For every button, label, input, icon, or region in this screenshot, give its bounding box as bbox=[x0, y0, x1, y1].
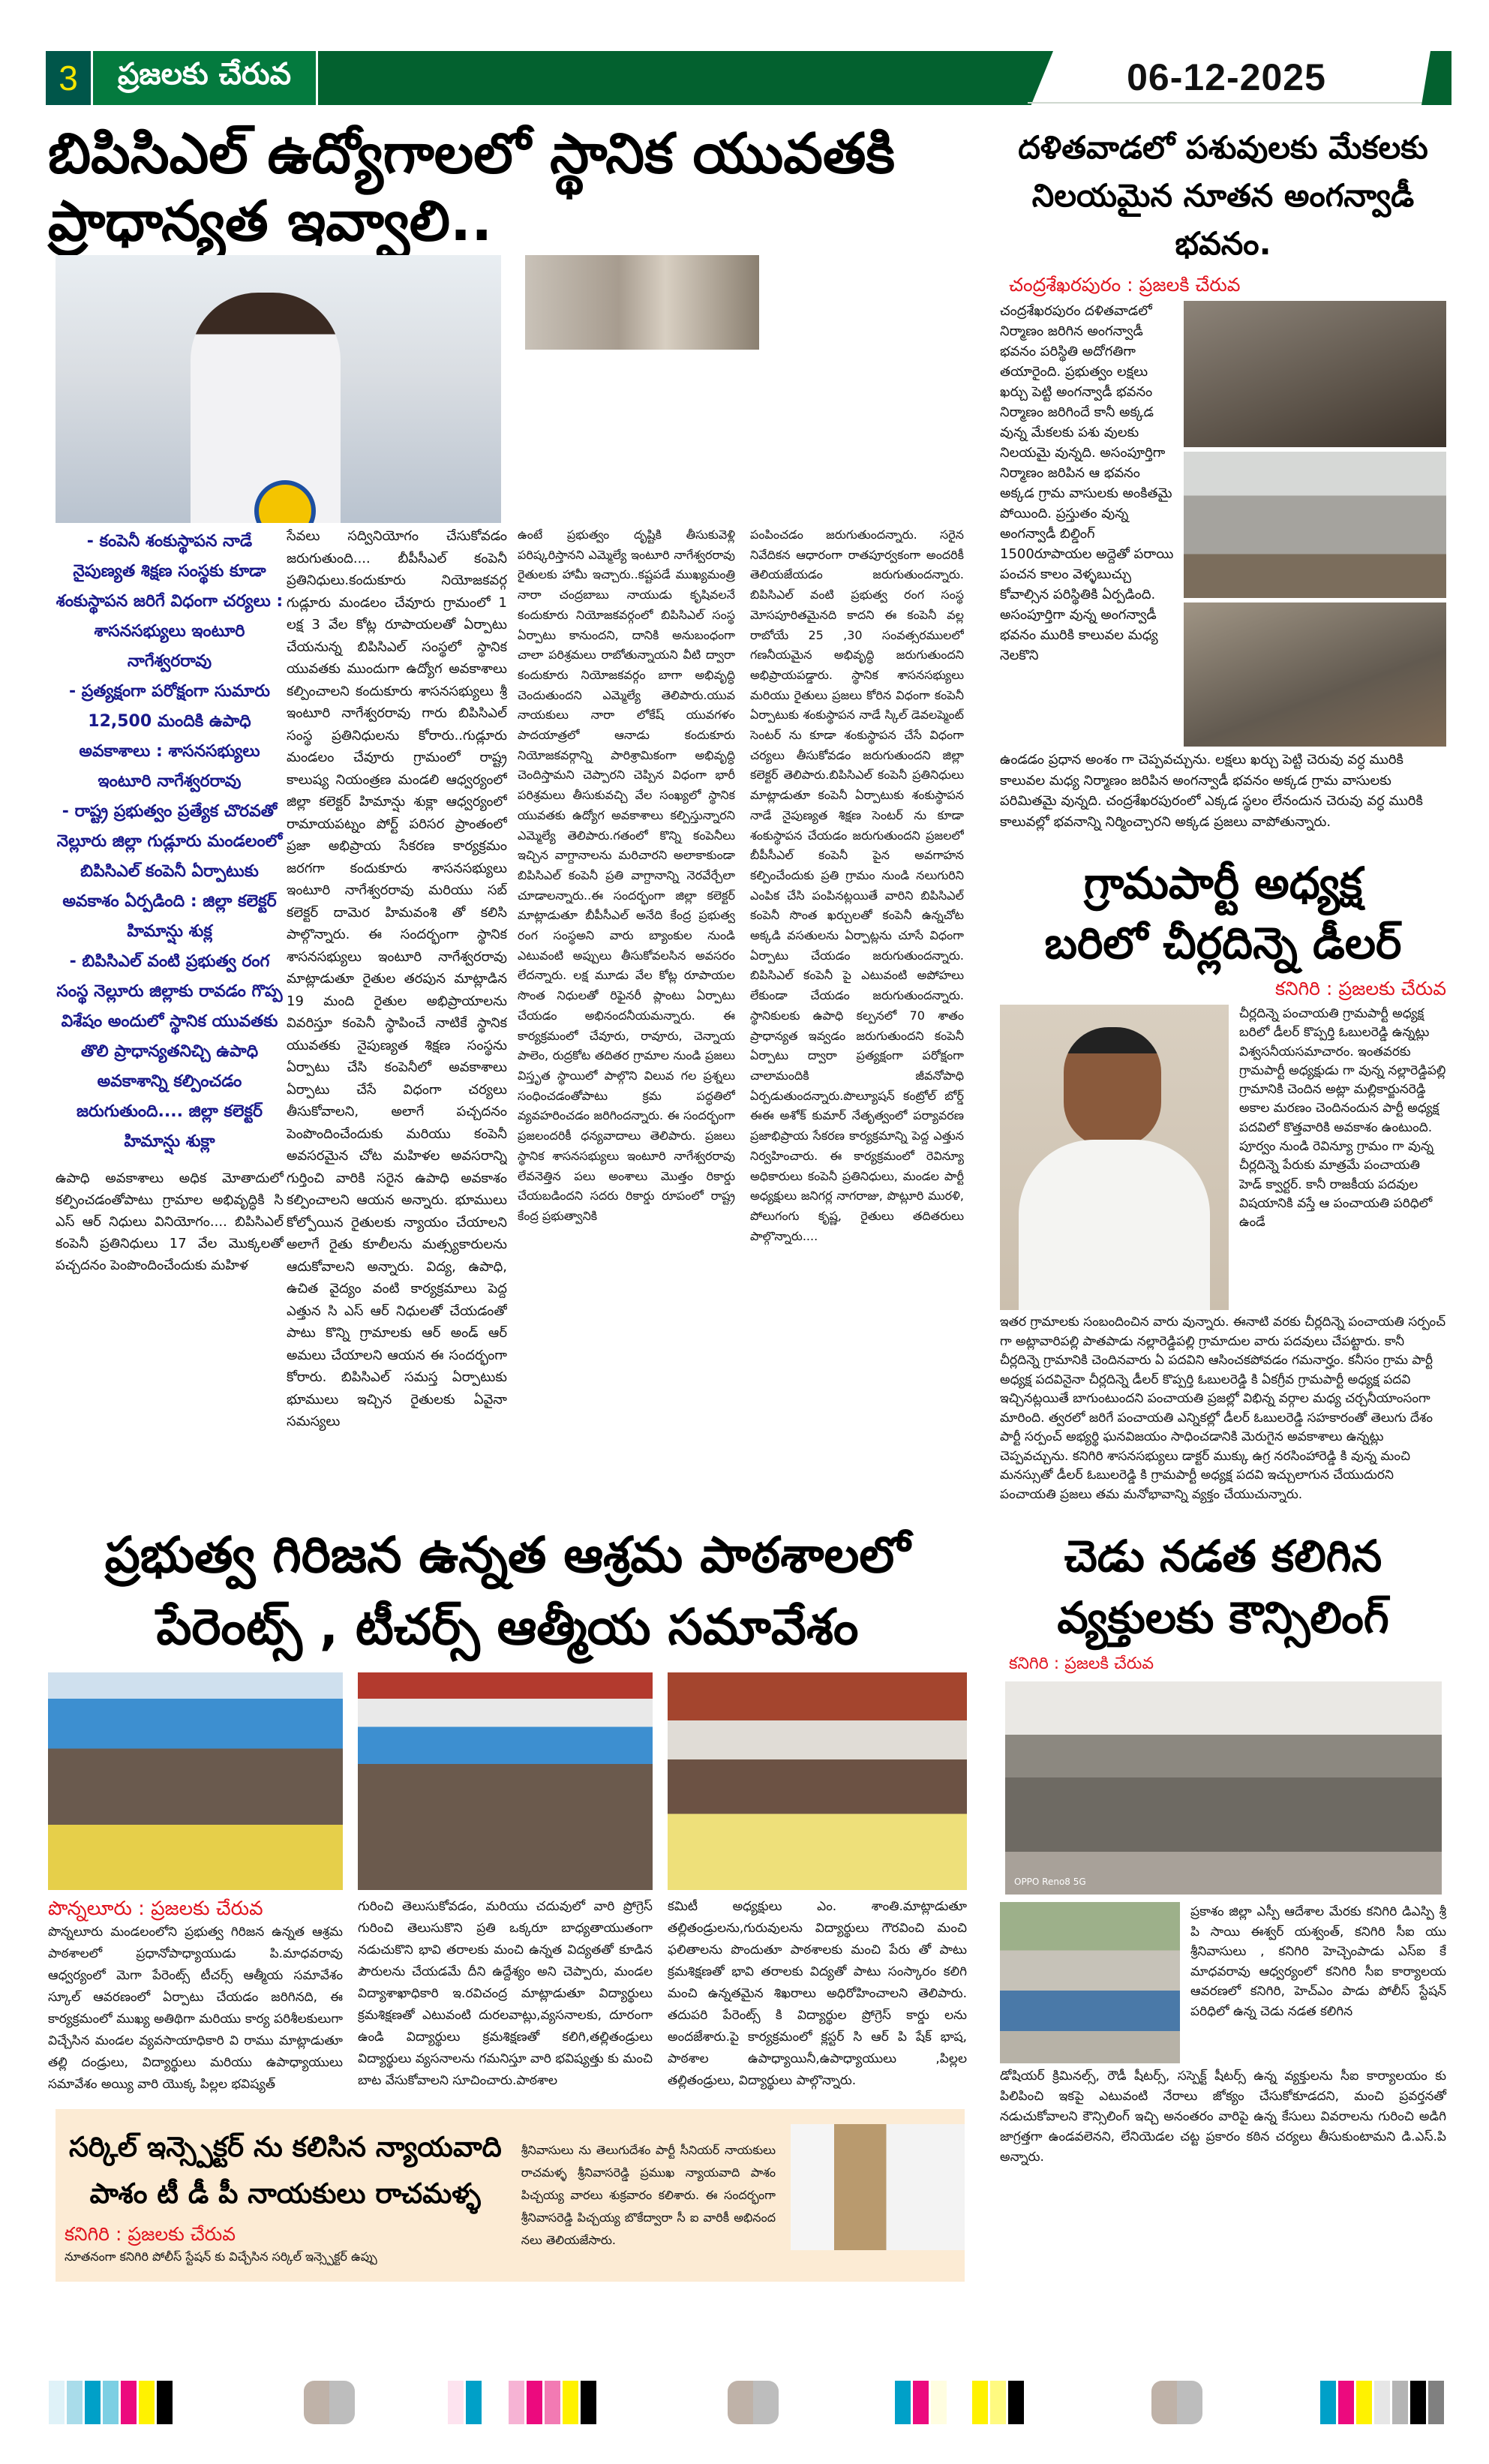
circle-headline bbox=[65, 2124, 506, 2217]
anganwadi-article bbox=[1000, 124, 1446, 832]
print-color-bar bbox=[49, 2381, 173, 2424]
school-photos bbox=[48, 1672, 967, 1890]
print-color-bar bbox=[448, 2381, 596, 2424]
page-number: 3 bbox=[46, 51, 91, 105]
dealer-body-2: ఇతర గ్రామాలకు సంబందించిన వారు వున్నారు. ఈనాటి వరకు చీర్లదిన్నె పంచాయతి సర్పంచ్ గా అట్లావారిపల్లి పాతపాడు నల్లారెడ్డిపల్లి గ్రామాదుల వారు పదవులు చేపట్టారు. కానీ చీర్లదిన్నె గ్రామానికి చెందినవారు ఏ పదవిని ఆసించకపోవడం గమనార్హం. కనీసం గ్రామ పార్టీ అధ్యక్ష పదవినైనా చీర్లదిన్నె డీలర్ కొప్పర్తి ఓబులరెడ్డి కి ఏకగ్రీవ గ్రామపార్టీ అధ్యక్ష పదవి ఇచ్చినట్లయితే బాగుంటుందని పంచాయతి ప్రజల్లో విభిన్న వర్గాల మధ్య చర్చనీయాంసంగా మారింది. త్వరలో జరిగే పంచాయతి ఎన్నికల్లో డీలర్ ఓబులరెడ్డి సహకారంతో తెలుగు దేశం పార్టీ సర్పంచ్ అభ్యర్థి ఘనవిజయం సాధించడానికి మెరుగైన అవకాశాలు ఉన్నట్లు చెప్పవచ్చును. కనిగిరి శాసనసభ్యులు డాక్టర్ ముక్కు ఉగ్ర నరసింహారెడ్డి కి వున్న మంచి మనస్సుతో డీలర్ ఓబులరెడ్డి కి గ్రామపార్టీ అధ్యక్ష పదవి ఇచ్చులాగున చేయుదురని పంచాయతి ప్రజలు తమ మనోభావాన్ని వ్యక్తం చేయుచున్నారు. bbox=[1000, 1315, 1446, 1502]
counselling-photo-2 bbox=[1000, 1902, 1180, 2063]
counselling-body-1: ప్రకాశం జిల్లా ఎస్పీ ఆదేశాల మేరకు కనిగిరి డిఎస్పి శ్రీ పి సాయి ఈశ్వర్ యశ్వంత్, కనిగిరి సీఐ యు శ్రీనివాసులు , కనిగిరి హెచ్చెంపాడు ఎస్ఐ కే మాధవరావు ఆధ్వర్యంలో కనిగిరి సీఐ కార్యాలయ ఆవరణలో కనిగిరి, హెచ్ఎం పాడు పోలీస్ స్టేషన్ పరిధిలో ఉన్న చెడు నడత కలిగిన bbox=[1190, 1904, 1446, 2019]
school-headline bbox=[48, 1519, 967, 1663]
circle-body-2: శ్రీనివాసులు ను తెలుగుదేశం పార్టీ సీనియర్ నాయకులు రాచమళ్ళ శ్రీనివాసరెడ్డి ప్రముఖ న్యాయవాది పాశం పిచ్చయ్య వారలు శుక్రవారం కలిశారు. ఈ సందర్భంగా శ్రీనివాసరెడ్డి పిచ్చయ్య బొకేద్వారా సీ ఐ వారికీ అభినంద నలు తెలియజేసారు. bbox=[521, 2143, 776, 2247]
dealer-headline-line: బరిలో చీర్లదిన్నె డీలర్ bbox=[1044, 918, 1402, 969]
school-body-col3: కమిటీ అధ్యక్షులు ఎం. శాంతి.మాట్లాడుతూ తల్లితండ్రులను,గురువులను విద్యార్థులు గౌరవించి మంచి ఫలితాలను పొందుతూ పాఠశాలకు మంచి పేరు తో పాటు క్రమశిక్షణతో భావి తరాలకు విద్యతో పాటు సంస్కారం కలిగి మంచి ఉన్నతమైన శిఖరాలు అధిరోహించాలని తెలిపారు. తదుపరి పేరెంట్స్ కి విద్యార్థుల ప్రోగ్రెస్ కార్డు లను అందజేశారు.పై కార్యక్రమంలో క్లస్టర్ సి ఆర్ పి షేక్ భాష, పాఠశాల ఉపాధ్యాయినీ,ఉపాధ్యాయులు ,పిల్లల తల్లితండ్రులు, విద్యార్థులు పాల్గొన్నారు. bbox=[668, 1899, 967, 2088]
bpcl-subheads bbox=[56, 527, 284, 1157]
bpcl-body-col4: పంపించడం జరుగుతుందన్నారు. సరైన నివేదికన ఆధారంగా రాతపూర్వకంగా అందరికీ తెలియజేయడం జరుగుతుందన్నారు. బిపిసిఎల్ వంటి ప్రభుత్వ రంగ సంస్థ మోసపూరితమైనది కాదని ఈ కంపెనీ వల్ల రాబోయే 25 ,30 సంవత్సరములలో గణనీయమైన అభివృద్ధి జరుగుతుందని అభిప్రాయపడ్డారు. స్థానిక శాసనసభ్యులు మరియు రైతులు ప్రజలు కోరిన విధంగా కంపెనీ ఏర్పాటుకు శంకుస్థాపన నాడే స్కిల్ డెవలప్మెంట్ సెంటర్ ను కూడా శంకుస్థాపన చేసే విధంగా చర్యలు తీసుకోవడం జరుగుతుందని జిల్లా కలెక్టర్ తెలిపారు.బిపిసిఎల్ కంపెనీ ప్రతినిధులు మాట్లాడుతూ కంపెనీ ఏర్పాటుకు శంకుస్థాపన నాడే నైపుణ్యత శిక్షణ సెంటర్ ను కూడా శంకుస్థాపన చేయడం జరుగుతుందని ప్రజలలో బీపీసీఎల్ కంపెనీ పైన అవగాహన కల్పించేందుకు ప్రతి గ్రామం నుండి నలుగురిని ఎంపిక చేసి పంపినట్లయితే వారిని బిపిసిఎల్ కంపెనీ సొంత ఖర్చులతో కంపెనీ ఉన్నచోట అక్కడి వసతులను ఏర్పాట్లను చూసే విధంగా ఏర్పాటు చేయడం జరుగుతుందన్నారు. బిపిసిఎల్ కంపెనీ పై ఎటువంటి అపోహలు లేకుండా చేయడం జరుగుతుందన్నారు. స్థానికులకు ఉపాధి కల్పనలో 70 శాతం ప్రాధాన్యత ఇవ్వడం జరుగుతుందని కంపెనీ ఏర్పాటు ద్వారా ప్రత్యక్షంగా పరోక్షంగా చాలామందికి జీవనోపాధి ఏర్పడుతుందన్నారు.పొల్యూషన్ కంట్రోల్ బోర్డ్ ఈఈ అశోక్ కుమార్ నేతృత్వంలో పర్యావరణ ప్రజాభిప్రాయ సేకరణ కార్యక్రమాన్ని పెద్ద ఎత్తున నిర్వహించారు. ఈ కార్యక్రమంలో రెవిన్యూ అధికారులు కంపెనీ ప్రతినిధులు, మండల పార్టీ అధ్యక్షులు జనిగర్ల నాగరాజు, పొట్లూరి మురళి, పోలుగంగు కృష్ణ, రైతులు తదితరులు పాల్గొన్నారు.... bbox=[750, 527, 964, 1243]
circle-dateline: కనిగిరి : ప్రజలకు చేరువ bbox=[65, 2223, 236, 2245]
school-photo-1 bbox=[48, 1672, 343, 1890]
bpcl-subhead: - ప్రత్యక్షంగా పరోక్షంగా సుమారు 12,500 మందికి ఉపాధి అవకాశాలు : శాసనసభ్యులు ఇంటూరి నాగేశ్వరరావు bbox=[69, 682, 270, 791]
anganwadi-photo-room bbox=[1184, 602, 1446, 747]
counselling-photo-1 bbox=[1005, 1681, 1442, 1895]
anganwadi-dateline: చంద్రశేఖరపురం : ప్రజలకి చేరువ bbox=[1009, 274, 1241, 296]
anganwadi-photo-interior bbox=[1184, 301, 1446, 447]
bpcl-photo-speaker bbox=[56, 255, 501, 523]
lower-left-flow bbox=[48, 1519, 967, 2282]
header-end-stripe bbox=[1421, 51, 1451, 105]
counselling-headline-line: వ్యక్తులకు కౌన్సిలింగ్ bbox=[1057, 1592, 1389, 1643]
anganwadi-photos bbox=[1184, 301, 1446, 747]
print-color-bar bbox=[895, 2381, 1024, 2424]
school-photo-3 bbox=[668, 1672, 967, 1890]
masthead-brand: ప్రజలకు చేరువ bbox=[93, 51, 316, 105]
bpcl-subhead: - రాష్ట్ర ప్రభుత్వం ప్రత్యేక చొరవతో నెల్లూరు జిల్లా గుడ్లూరు మండలంలో బిపిసిఎల్ కంపెనీ ఏర్పాటుకు అవకాశం ఏర్పడింది : జిల్లా కలెక్టర్ హిమాన్షు శుక్ల bbox=[56, 802, 283, 941]
counselling-body-2: డోషియర్ క్రిమినల్స్, రౌడీ షీటర్స్, సస్పెక్ట్ షీటర్స్ ఉన్న వ్యక్తులను సీఐ కార్యాలయం కు పిలిపించి ఇకపై ఎటువంటి నేరాలు జోక్యం చేసుకోకూడదని, మంచి ప్రవర్తనతో నడుచుకోవాలని కౌన్సిలింగ్ ఇచ్చి అనంతరం వారిపై ఉన్న కేసులు వివరాలను గురించి అడిగి జాగ్రత్తగా ఉండవలెనని, లేనియెడల చట్ట ప్రకారం కఠిన చర్యలు తీసుకుంటామని డి.ఎస్.పి అన్నారు. bbox=[1000, 2069, 1446, 2165]
anganwadi-headline bbox=[1000, 124, 1446, 268]
dealer-body-1: చీర్లదిన్నె పంచాయతి గ్రామపార్టీ అధ్యక్ష బరిలో డీలర్ కొప్పర్తి ఓబులరెడ్డి ఉన్నట్లు విశ్వసనీయసమాచారం. ఇంతవరకు గ్రామపార్టీ అధ్యక్షుడు గా వున్న నల్లారెడ్డిపల్లి గ్రామానికి చెందిన అట్లా మల్లికార్జునరెడ్డి అకాల మరణం చెందినందున పార్టీ అధ్యక్ష పదవిలో కొత్తవారికి అవకాశం ఉంటుంది. పూర్వం నుండి రెవిన్యూ గ్రామం గా వున్న చీర్లదిన్నె పేరుకు మాత్రమే పంచాయతి హెడ్ క్వార్టర్. కానీ రాజకీయ పదవుల విషయానికి వస్తే ఆ పంచాయతి పరిధిలో ఉండే bbox=[1239, 1006, 1446, 1230]
bpcl-subhead: - బిపిసిఎల్ వంటి ప్రభుత్వ రంగ సంస్థ నెల్లూరు జిల్లాకు రావడం గొప్ప విశేషం అందులో స్థానిక యువతకు తొలి ప్రాధాన్యతనిచ్చి ఉపాధి అవకాశాన్ని కల్పించడం జరుగుతుంది.... జిల్లా కలెక్టర్ హిమాన్షు శుక్లా bbox=[56, 952, 283, 1151]
circle-left bbox=[56, 2124, 506, 2267]
circle-body-1: నూతనంగా కనిగిరి పోలీస్ స్టేషన్ కు విచ్చేసిన సర్కిల్ ఇన్స్పెక్టర్ ఉప్పు bbox=[65, 2249, 377, 2264]
counselling-photo-caption: OPPO Reno8 5G bbox=[1014, 1877, 1086, 1887]
anganwadi-photo-building bbox=[1184, 452, 1446, 598]
dealer-article bbox=[1000, 853, 1446, 1504]
circle-headline-line: సర్కిల్ ఇన్స్పెక్టర్ ను కలిసిన న్యాయవాది bbox=[68, 2131, 502, 2163]
dealer-headline bbox=[1000, 853, 1446, 973]
print-registration-mark bbox=[728, 2381, 779, 2424]
counselling-dateline: కనిగిరి : ప్రజలకి చేరువ bbox=[1009, 1654, 1154, 1673]
bpcl-body-col1: ఉపాధి అవకాశాలు అధిక మోతాదులో కల్పించడంతోపాటు గ్రామాల అభివృద్ధికి సి ఎస్ ఆర్ నిధులు వినియోగం.... బిపిసిఎల్ కంపెనీ ప్రతినిధులు 17 వేల మొక్కలతో పచ్చదనం పెంపొందించేందుకు మహిళ bbox=[56, 1170, 284, 1273]
bpcl-headline: బిపిసిఎల్ ఉద్యోగాలలో స్థానిక యువతకి ప్రాధాన్యత ఇవ్వాలి.. bbox=[48, 122, 896, 254]
bpcl-subhead: - కంపెనీ శంకుస్థాపన నాడే నైపుణ్యత శిక్షణ సంస్థకు కూడా శంకుస్థాపన జరిగే విధంగా చర్యలు : శాసనసభ్యులు ఇంటూరి నాగేశ్వరరావు bbox=[56, 532, 284, 671]
counselling-article bbox=[1000, 1525, 1446, 2168]
school-headline-line: పేరెంట్స్ , టీచర్స్ ఆత్మీయ సమావేశం bbox=[156, 1598, 859, 1656]
dealer-headline-line: గ్రామపార్టీ అధ్యక్ష bbox=[1083, 858, 1363, 909]
circle-inspector-box bbox=[56, 2109, 965, 2282]
dealer-portrait bbox=[1000, 1005, 1229, 1310]
anganwadi-headline-line: దళితవాడలో పశువులకు మేకలకు bbox=[1018, 129, 1428, 166]
school-body-col1: పొన్నలూరు మండలంలోని ప్రభుత్వ గిరిజన ఉన్నత ఆశ్రమ పాఠశాలలో ప్రధానోపాధ్యాయుడు పి.మాధవరావు ఆధ్వర్యంలో మెగా పేరెంట్స్ టీచర్స్ ఆత్మీయ సమావేశం స్కూల్ ఆవరణంలో ఏర్పాటు చేయడం జరిగినది, ఈ కార్యక్రమంలో ముఖ్య అతిథిగా మరియు కార్య పరిశీలకులుగా విచ్చేసిన మండల వ్యవసాయాధికారి వి రాము మాట్లాడుతూ తల్లి దండ్రులు, విద్యార్థులు మరియు ఉపాధ్యాయులు సమావేశం అయ్యి వారి యొక్క పిల్లల భవిష్యత్ bbox=[48, 1925, 343, 2092]
issue-date: 06-12-2025 bbox=[1028, 53, 1425, 104]
school-headline-line: ప్రభుత్వ గిరిజన ఉన్నత ఆశ్రమ పాఠశాలలో bbox=[104, 1526, 911, 1584]
school-body bbox=[48, 1896, 967, 2096]
dealer-dateline: కనిగిరి : ప్రజలకు చేరువ bbox=[1275, 978, 1446, 999]
school-dateline: పొన్నలూరు : ప్రజలకు చేరువ bbox=[48, 1898, 263, 1920]
print-color-bar bbox=[1320, 2381, 1444, 2424]
counselling-headline-line: చెడు నడత కలిగిన bbox=[1064, 1531, 1382, 1582]
bpcl-left-column bbox=[56, 527, 284, 1495]
counselling-headline bbox=[1000, 1525, 1446, 1648]
school-body-col2: గురించి తెలుసుకోవడం, మరియు చదువులో వారి ప్రోగ్రెస్ గురించి తెలుసుకొని ప్రతి ఒక్కరూ బాధ్యతాయుతంగా నడుచుకొని భావి తరాలకు మంచి ఉన్నత విద్యతతో కూడిన పౌరులను చేయడమే దీని ఉద్దేశ్యం అని చెప్పారు, మండల విద్యాశాఖాధికారి ఇ.రవిచంద్ర మాట్లాడుతూ విద్యార్థులు క్రమశిక్షణతో ఎటువంటి దురలవాట్లు,వ్యసనాలకు, దూరంగా ఉండి విద్యార్థులు క్రమశిక్షణతో కలిగి,తల్లితండ్రులు విద్యార్థులు వ్యసనాలను గమనిస్తూ వారి భవిష్యత్తు కు మంచి బాట వేసుకోవాలని సూచించారు.పాఠశాల bbox=[358, 1899, 653, 2088]
header-bar bbox=[318, 51, 1053, 105]
circle-headline-line: పాశం టీ డీ పీ నాయకులు రాచమళ్ళ bbox=[89, 2177, 482, 2210]
circle-photo bbox=[791, 2124, 965, 2250]
bpcl-body-col2: సేవలు సద్వినియోగం చేసుకోవడం జరుగుతుంది.... బీపీసీఎల్ కంపెనీ ప్రతినిధులు.కందుకూరు నియోజకవర్గ గుడ్లూరు మండలం చేవూరు గ్రామంలో 1 లక్ష 3 వేల కోట్ల రూపాయలతో ఏర్పాటు చేయనున్న బిపిసిఎల్ సంస్థలో స్థానిక యువతకు ముందుగా ఉద్యోగ అవకాశాలు కల్పించాలని కందుకూరు శాసనసభ్యులు శ్రీ ఇంటూరి నాగేశ్వరరావు గారు బిపిసిఎల్ సంస్థ ప్రతినిధులను కోరారు..గుడ్లూరు మండలం చేవూరు గ్రామంలో రాష్ట్ర కాలుష్య నియంత్రణ మండలి ఆధ్వర్యంలో జిల్లా కలెక్టర్ హిమాన్షు శుక్లా ఆధ్వర్యంలో రామాయపట్నం పోర్ట్ పరిసర ప్రాంతంలో ప్రజా అభిప్రాయ సేకరణ కార్యక్రమం జరగగా కందుకూరు శాసనసభ్యులు ఇంటూరి నాగేశ్వరరావు మరియు సబ్ కలెక్టర్ దామెర హిమవంశి తో కలిసి పాల్గొన్నారు. ఈ సందర్భంగా స్థానిక శాసనసభ్యులు ఇంటూరి నాగేశ్వరరావు మాట్లాడుతూ రైతుల తరపున మాట్లాడిన 19 మంది రైతుల అభిప్రాయాలను వివరిస్తూ కంపెనీ స్థాపించే నాటికే స్థానిక యువతకు నైపుణ్యత శిక్షణ సంస్థను ఏర్పాటు చేసి కంపెనీలో అవకాశాలు ఏర్పాటు చేసే విధంగా చర్యలు తీసుకోవాలని, అలాగే పచ్చదనం పెంపొందించేందుకు మరియు కంపెనీ అవసరమైన చోట మహిళల అవసరాన్ని గుర్తించి వారికి సరైన ఉపాధి అవకాశం కల్పించాలని ఆయన అన్నారు. భూములు కోల్పోయిన రైతులకు న్యాయం చేయాలని అలాగే రైతు కూలీలను మత్స్యకారులను ఆదుకోవాలని అన్నారు. విద్య, ఉపాధి, ఉచిత వైద్యం వంటి కార్యక్రమాలు పెద్ద ఎత్తున సి ఎస్ ఆర్ నిధులతో చేయడంతో పాటు కొన్ని గ్రామాలకు ఆర్ అండ్ ఆర్ అమలు చేయాలని ఆయన ఈ సందర్భంగా కోరారు. బిపిసిఎల్ సమస్త ఏర్పాటుకు భూములు ఇచ్చిన రైతులకు ఏవైనా సమస్యలు bbox=[287, 528, 507, 1429]
bpcl-photo-officials bbox=[525, 255, 759, 350]
anganwadi-headline-line: నిలయమైన నూతన అంగన్వాడీ భవనం. bbox=[1031, 177, 1415, 262]
right-column-flow bbox=[1000, 124, 1446, 2189]
anganwadi-body-1: చంద్రశేఖరపురం దళితవాడలో నిర్మాణం జరిగిన అంగన్వాడీ భవనం పరిస్థితి అదోగతిగా తయారైంది. ప్రభుత్వం లక్షలు ఖర్చు పెట్టి అంగన్వాడీ భవనం నిర్మాణం జరిగిందే కానీ అక్కడ వున్న మేకలకు పశు వులకు నిలయమై వున్నది. అసంపూర్తిగా నిర్మాణం జరిపిన ఆ భవనం అక్కడ గ్రామ వాసులకు అంకితమై పోయింది. ప్రస్తుతం వున్న అంగన్వాడీ బిల్డింగ్ 1500రూపాయల అద్దెతో పరాయి పంచన కాలం వెళ్ళబుచ్చు కోవాల్సిన పరిస్థితికి ఏర్పడింది. అసంపూర్తిగా వున్న అంగన్వాడీ భవనం మురికి కాలువల మధ్య నెలకొని bbox=[1000, 303, 1174, 663]
print-registration-mark bbox=[1151, 2381, 1202, 2424]
bpcl-body-col3: ఉంటే ప్రభుత్వం దృష్టికి తీసుకువెళ్లి పరిష్కరిస్తానని ఎమ్మెల్యే ఇంటూరి నాగేశ్వరరావు రైతులకు హామీ ఇచ్చారు..కష్టపడే ముఖ్యమంత్రి నారా చంద్రబాబు నాయుడు కృషివలనే కందుకూరు నియోజకవర్గంలో బిపిసిఎల్ సంస్థ ఏర్పాటు కానుందని, దానికి అనుబంధంగా చాలా పరిశ్రమలు రాబోతున్నాయని వీటి ద్వారా కందుకూరు నియోజకవర్గం బాగా అభివృద్ధి చెందుతుందని ఎమ్మెల్యే తెలిపారు.యువ నాయకులు నారా లోకేష్ యువగళం పాదయాత్రలో ఆనాడు కందుకూరు నియోజకవర్గాన్ని పారిశ్రామికంగా అభివృద్ధి చెందిస్తామని చెప్పారని చెప్పిన విధంగా భారీ పరిశ్రమలు తీసుకువచ్చి వేల సంఖ్యలో స్థానిక యువతకు ఉద్యోగ అవకాశాలు కల్పిస్తున్నారని ఎమ్మెల్యే తెలిపారు.గతంలో కొన్ని కంపెనీలు ఇచ్చిన వాగ్దానాలను మరిచారని అలాకాకుండా బిపిసిఎల్ కంపెనీ ప్రతి వాగ్దానాన్ని నెరవేర్చేలా చూడాలన్నారు..ఈ సందర్భంగా జిల్లా కలెక్టర్ మాట్లాడుతూ బీపీసీఎల్ అనేది కేంద్ర ప్రభుత్వ రంగ సంస్థఅని వారు బ్యాంకుల నుండి ఎటువంటి అప్పులు తీసుకోవలసిన అవసరం లేదన్నారు. లక్ష మూడు వేల కోట్ల రూపాయల సొంత నిధులతో రిఫైనరీ ప్లాంటు ఏర్పాటు చేయడం అభినందనీయమన్నారు. ఈ కార్యక్రమంలో చేవూరు, రావూరు, చెన్నాయ పాలెం, రుద్రకోట తదితర గ్రామాల నుండి ప్రజలు విస్తృత స్థాయిలో పాల్గొని విలువ గల ప్రశ్నలు సంధించడంతోపాటు క్రమ పద్ధతిలో వ్యవహరించడం జరిగిందన్నారు. ఈ సందర్భంగా ప్రజలందరికీ ధన్యవాదాలు తెలిపారు. ప్రజలు స్థానిక శాసనసభ్యులు ఇంటూరి నాగేశ్వరరావు లేవనెత్తిన పలు అంశాలు మొత్తం రికార్డు చేయబడిందని సదరు రికార్డు రూపంలో రాష్ట్ర కేంద్ర ప్రభుత్వానికి bbox=[518, 527, 735, 1223]
school-photo-2 bbox=[358, 1672, 653, 1890]
school-col1-wrap bbox=[48, 1896, 343, 2096]
print-registration-mark bbox=[304, 2381, 355, 2424]
anganwadi-body-2: ఉండడం ప్రధాన అంశం గా చెప్పవచ్చును. లక్షలు ఖర్చు పెట్టి చెరువు వర్ధ మురికి కాలువల మధ్య నిర్మాణం జరిపిన అంగన్వాడీ భవనం అక్కడ గ్రామ వాసులకు పరిమితమై వున్నది. చంద్రశేఖరపురంలో ఎక్కడ స్థలం లేనందున చెరువు వర్ధ మురికి కాలువల్లో భవనాన్ని నిర్మించ్చారని అక్కడ ప్రజలు వాపోతున్నారు. bbox=[1000, 752, 1423, 830]
